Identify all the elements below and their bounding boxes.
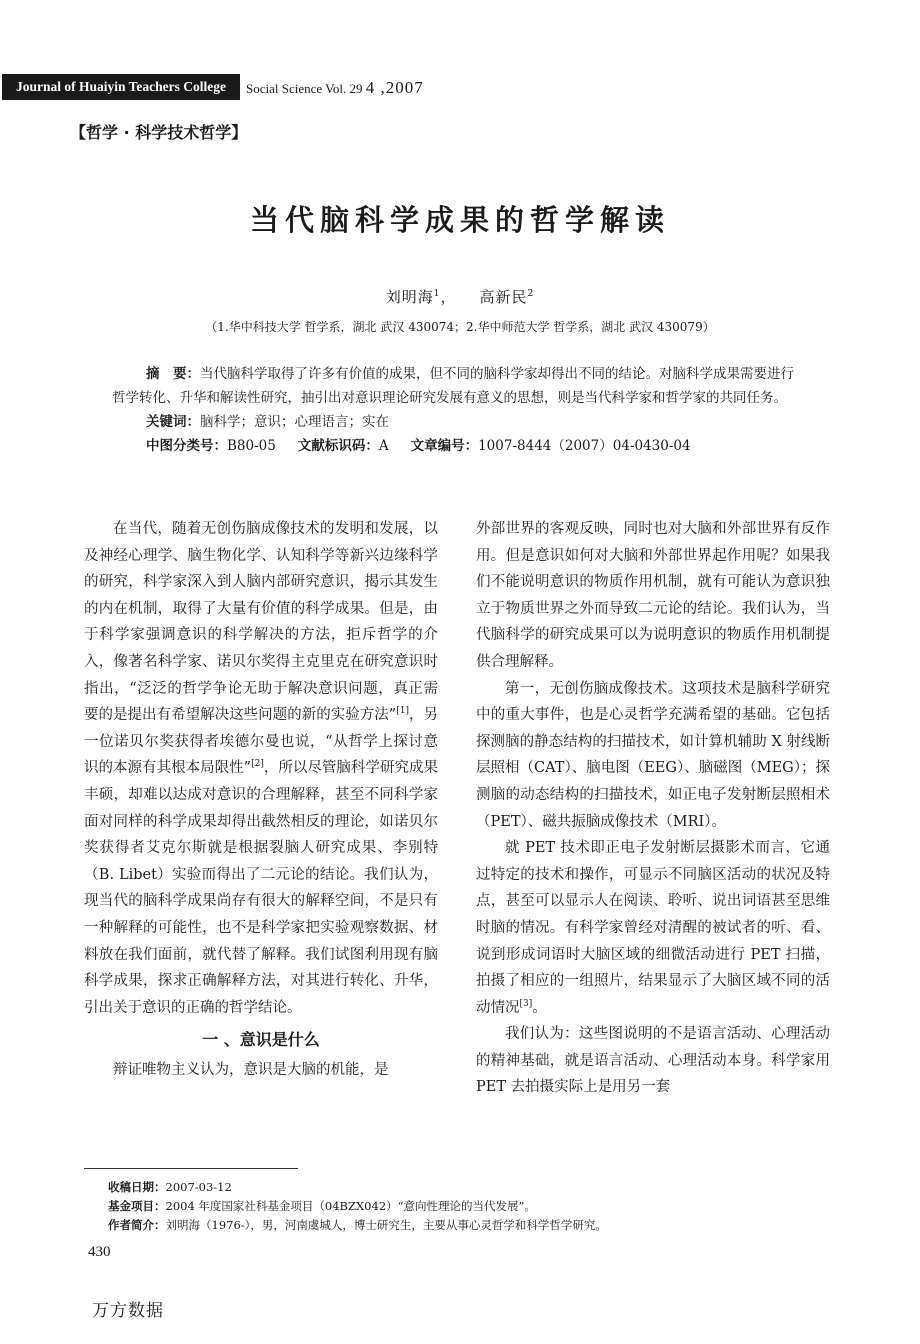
body-paragraph: 第一，无创伤脑成像技术。这项技术是脑科学研究中的重大事件，也是心灵哲学充满希望的基础。它包括探测脑的静态结构的扫描技术，如计算机辅助 X 射线断层照相（CAT）、脑电图（EEG）、脑磁图（MEG）；探测脑的动态结构的扫描技术，如正电子发射断层照相术（PET）、磁共振脑成像技术（MRI）。 <box>476 680 830 830</box>
citation-ref: [3] <box>519 998 533 1009</box>
body-text: 在当代，随着无创伤脑成像技术的发明和发展，以及神经心理学、脑生物化学、认知科学等新兴边缘科学的研究，科学家深入到人脑内部研究意识，揭示其发生的内在机制，取得了大量有价值的科学成果。但是，由于科学家强调意识的科学解决的方法，拒斥哲学的介入，像著名科学家、诺贝尔奖得主克里克在研究意识时指出，“泛泛的哲学争论无助于解决意识问题，真正需要的是提出有希望解决这些问题的新的实验方法” <box>84 521 438 724</box>
fund-label: 基金项目： <box>108 1199 166 1213</box>
footnote-divider <box>84 1168 298 1169</box>
abstract-label: 摘 要： <box>146 366 200 382</box>
affiliations: （1.华中科技大学 哲学系，湖北 武汉 430074；2.华中师范大学 哲学系，湖北 武汉 430079） <box>205 320 715 334</box>
abstract-text: 当代脑科学取得了许多有价值的成果，但不同的脑科学家却得出不同的结论。对脑科学成果需要进行哲学转化、升华和解读性研究，抽引出对意识理论研究发展有意义的思想，则是当代科学家和哲学家的共同任务。 <box>112 366 794 406</box>
body-text: 。 <box>532 999 547 1016</box>
author-sup: 2 <box>527 289 535 299</box>
body-text: ，所以尽管脑科学研究成果丰硕，却难以达成对意识的合理解释，甚至不同科学家面对同样的科学成果却得出截然相反的理论，如诺贝尔奖获得者艾克尔斯就是根据裂脑人研究成果、李别特（B. Libet）实验而得出了二元论的结论。我们认为，现当代的脑科学成果尚存有很大的解释空间，不是只有一种解释的可能性，也不是科学家把实验观察数据、材料放在我们面前，就代替了解释。我们试图利用现有脑科学成果，探求正确解释方法，对其进行转化、升华，引出关于意识的正确的哲学结论。 <box>84 760 438 1016</box>
received-label: 收稿日期： <box>108 1180 166 1194</box>
body-paragraph: 外部世界的客观反映，同时也对大脑和外部世界有反作用。但是意识如何对大脑和外部世界起作用呢？如果我们不能说明意识的物质作用机制，就有可能认为意识独立于物质世界之外而导致二元论的结论。我们认为，当代脑科学的研究成果可以为说明意识的物质作用机制提供合理解释。 <box>476 521 830 670</box>
article-title: 当代脑科学成果的哲学解读 <box>249 203 670 237</box>
clc-value: B80-05 <box>227 438 276 454</box>
article-no-label: 文章编号： <box>410 438 479 454</box>
author-name: 高新民 <box>479 288 528 306</box>
section-tag: 【哲学 · 科学技术哲学】 <box>70 123 248 142</box>
series-volume: Social Science Vol. 29 <box>246 81 363 96</box>
author-name: 刘明海 <box>385 288 434 306</box>
author-line: 刘明海$^1$， 高新民$^2$ <box>385 288 535 306</box>
body-paragraph <box>84 516 438 1021</box>
keywords-line <box>112 410 802 434</box>
abstract-block <box>112 362 802 458</box>
abstract-paragraph <box>112 362 802 410</box>
fund-text: 2004 年度国家社科基金项目（04BZX042）“意向性理论的当代发展”。 <box>165 1199 536 1213</box>
citation-ref: [2] <box>251 759 264 770</box>
body-paragraph <box>476 835 830 1021</box>
footnote-fund <box>108 1197 888 1216</box>
keywords-label: 关键词： <box>146 414 200 430</box>
doc-code-label: 文献标识码： <box>297 438 379 454</box>
clc-label: 中图分类号： <box>146 438 227 454</box>
journal-name-banner: Journal of Huaiyin Teachers College <box>2 74 240 100</box>
body-text: 就 PET 技术即正电子发射断层摄影术而言，它通过特定的技术和操作，可显示不同脑区活动的状况及特点，甚至可以显示人在阅读、聆听、说出词语甚至思维时脑的情况。有科学家曾经对清醒的被试者的听、看、说到形成词语时大脑区域的细微活动进行 PET 扫描，拍摄了相应的一组照片，结果显示了大脑区域不同的活动情况 <box>476 840 830 1016</box>
body-column-right <box>476 516 830 1101</box>
received-date: 2007-03-12 <box>165 1180 232 1194</box>
body-paragraph: 辩证唯物主义认为，意识是大脑的机能，是 <box>113 1062 389 1079</box>
classification-line <box>112 434 802 458</box>
issue-number: 4 ,2007 <box>365 78 424 97</box>
journal-series-volume <box>246 78 424 99</box>
citation-ref: [1] <box>396 706 409 717</box>
footnote-received <box>108 1178 888 1197</box>
body-column-left <box>84 516 438 1084</box>
author-sup: 1 <box>433 289 441 299</box>
keywords-text: 脑科学；意识；心理语言；实在 <box>200 414 389 430</box>
body-paragraph: 我们认为：这些图说明的不是语言活动、心理活动的精神基础，就是语言活动、心理活动本身。科学家用 PET 去拍摄实际上是用另一套 <box>476 1026 830 1096</box>
doc-code-value: A <box>378 438 389 454</box>
footnote-author <box>108 1216 888 1235</box>
section-heading: 一 、意识是什么 <box>202 1030 320 1050</box>
page-number: 430 <box>88 1244 111 1260</box>
author-bio-label: 作者简介： <box>108 1218 166 1232</box>
author-bio-text: 刘明海（1976-），男，河南虞城人，博士研究生，主要从事心灵哲学和科学哲学研究。 <box>165 1218 607 1232</box>
wanfang-watermark: 万方数据 <box>92 1301 164 1321</box>
footnotes <box>108 1178 888 1235</box>
article-no-value: 1007-8444（2007）04-0430-04 <box>478 438 691 454</box>
body-text: ，另一位诺贝尔奖获得者埃德尔曼也说，“从哲学上探讨意识的本源有其根本局限性” <box>84 707 438 777</box>
